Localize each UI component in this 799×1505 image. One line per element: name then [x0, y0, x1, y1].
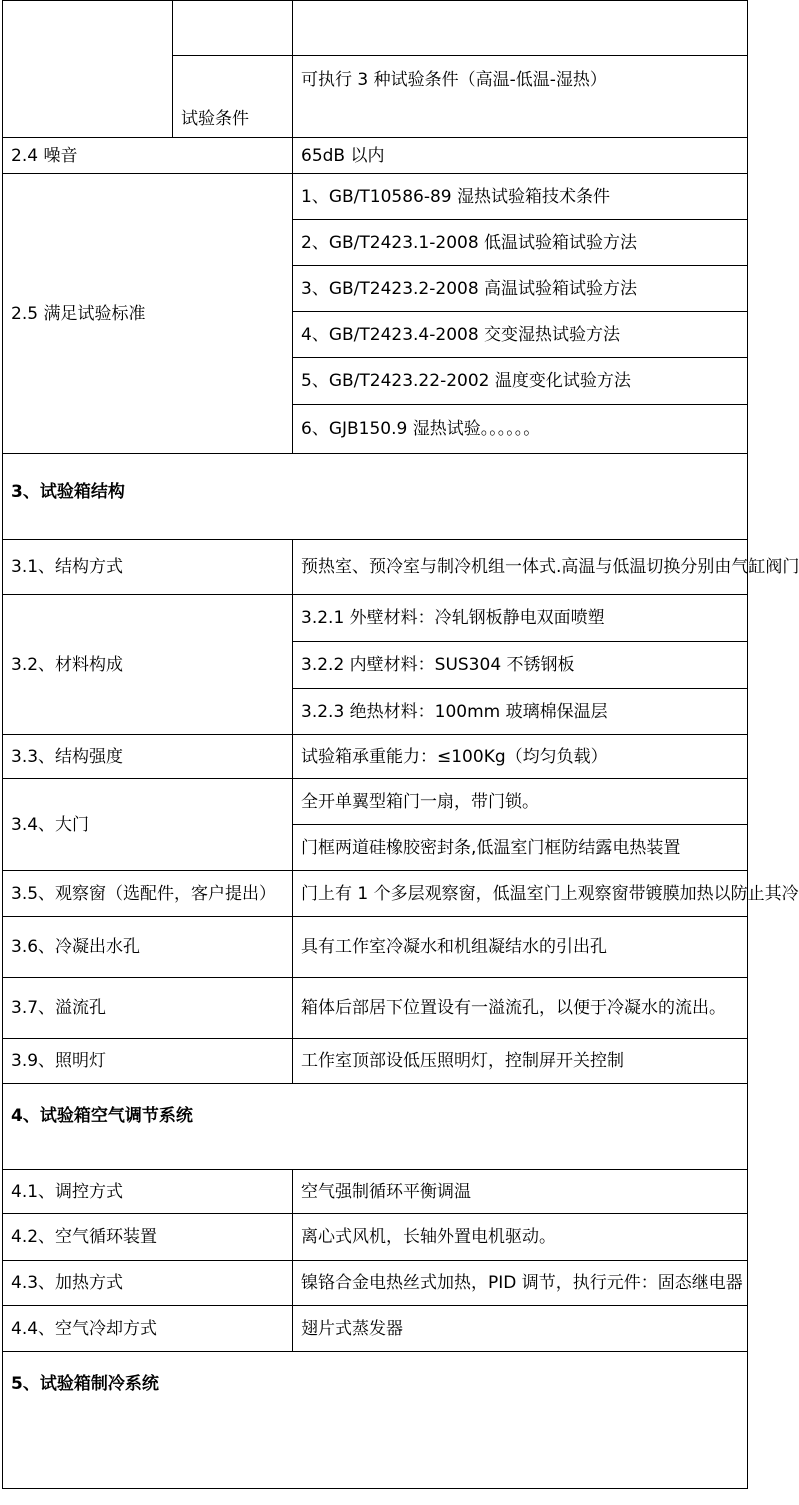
section-3-title: 3、试验箱结构	[2, 453, 748, 540]
standard-item: 2、GB/T2423.1-2008 低温试验箱试验方法	[292, 219, 748, 266]
structure-mode-label: 3.1、结构方式	[2, 539, 293, 595]
standard-item: 5、GB/T2423.22-2002 温度变化试验方法	[292, 357, 748, 405]
noise-value: 65dB 以内	[292, 137, 748, 174]
noise-label: 2.4 噪音	[2, 137, 293, 174]
overflow-label: 3.7、溢流孔	[2, 977, 293, 1039]
door-item: 门框两道硅橡胶密封条,低温室门框防结露电热装置	[292, 824, 748, 871]
strength-value: 试验箱承重能力：≤100Kg（均匀负载）	[292, 734, 748, 779]
standards-label: 2.5 满足试验标准	[2, 173, 293, 454]
drain-label: 3.6、冷凝出水孔	[2, 916, 293, 978]
drain-value: 具有工作室冷凝水和机组凝结水的引出孔	[292, 916, 748, 978]
standard-item: 4、GB/T2423.4-2008 交变湿热试验方法	[292, 311, 748, 358]
window-label: 3.5、观察窗（选配件，客户提出）	[2, 870, 293, 917]
strength-label: 3.3、结构强度	[2, 734, 293, 779]
control-value: 空气强制循环平衡调温	[292, 1169, 748, 1214]
door-label: 3.4、大门	[2, 778, 293, 871]
lighting-value: 工作室顶部设低压照明灯，控制屏开关控制	[292, 1038, 748, 1084]
structure-mode-value: 预热室、预冷室与制冷机组一体式.高温与低温切换分别由气缸阀门	[292, 539, 748, 595]
control-label: 4.1、调控方式	[2, 1169, 293, 1214]
lighting-label: 3.9、照明灯	[2, 1038, 293, 1084]
standard-item: 6、GJB150.9 湿热试验。。。。。。	[292, 404, 748, 454]
door-item: 全开单翼型箱门一扇，带门锁。	[292, 778, 748, 825]
heating-value: 镍铬合金电热丝式加热，PID 调节，执行元件：固态继电器	[292, 1260, 748, 1306]
test-conditions-label: 试验条件	[172, 55, 293, 138]
cooling-value: 翅片式蒸发器	[292, 1305, 748, 1352]
material-item: 3.2.1 外壁材料：冷轧钢板静电双面喷塑	[292, 594, 748, 642]
standard-item: 1、GB/T10586-89 湿热试验箱技术条件	[292, 173, 748, 220]
empty-cell	[172, 0, 293, 56]
window-value: 门上有 1 个多层观察窗，低温室门上观察窗带镀膜加热以防止其冷	[292, 870, 748, 917]
overflow-value: 箱体后部居下位置设有一溢流孔，以便于冷凝水的流出。	[292, 977, 748, 1039]
material-item: 3.2.2 内壁材料：SUS304 不锈钢板	[292, 641, 748, 689]
heating-label: 4.3、加热方式	[2, 1260, 293, 1306]
circulation-value: 离心式风机，长轴外置电机驱动。	[292, 1213, 748, 1261]
materials-label: 3.2、材料构成	[2, 594, 293, 735]
standard-item: 3、GB/T2423.2-2008 高温试验箱试验方法	[292, 265, 748, 312]
test-conditions-value: 可执行 3 种试验条件（高温-低温-湿热）	[292, 55, 748, 138]
circulation-label: 4.2、空气循环装置	[2, 1213, 293, 1261]
cooling-label: 4.4、空气冷却方式	[2, 1305, 293, 1352]
empty-cell	[2, 0, 173, 138]
material-item: 3.2.3 绝热材料：100mm 玻璃棉保温层	[292, 688, 748, 735]
section-5-title: 5、试验箱制冷系统	[2, 1351, 748, 1489]
empty-cell	[292, 0, 748, 56]
section-4-title: 4、试验箱空气调节系统	[2, 1083, 748, 1170]
